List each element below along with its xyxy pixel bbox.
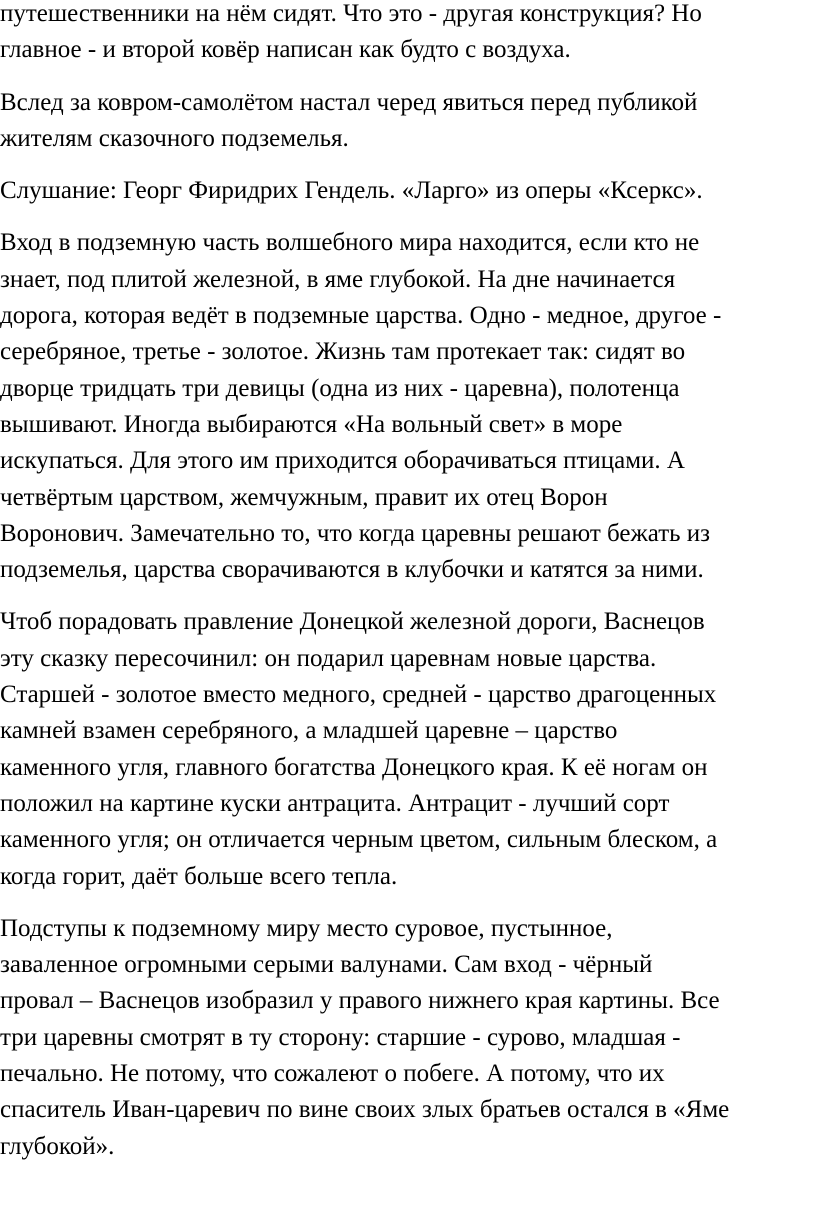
text-line: три царевны смотрят в ту сторону: старшие - сурово, младшая - <box>0 1023 681 1051</box>
text-line: путешественники на нём сидят. Что это - другая конструкция? Но <box>0 0 702 27</box>
text-line: Вслед за ковром-самолётом настал черед явиться перед публикой <box>0 88 698 116</box>
text-line: эту сказку пересочинил: он подарил царевнам новые царства. <box>0 644 657 672</box>
text-line: искупаться. Для этого им приходится оборачиваться птицами. А <box>0 447 685 475</box>
paragraph-4 <box>0 225 816 588</box>
text-line: Чтоб порадовать правление Донецкой железной дороги, Васнецов <box>0 608 705 636</box>
text-line: Воронович. Замечательно то, что когда царевны решают бежать из <box>0 519 711 547</box>
text-line: Подступы к подземному миру место суровое, пустынное, <box>0 914 613 942</box>
text-line: каменного угля, главного богатства Донецкого края. К её ногам он <box>0 753 708 781</box>
text-line: каменного угля; он отличается черным цветом, сильным блеском, а <box>0 826 718 854</box>
paragraph-1 <box>0 0 816 69</box>
text-line: главное - и второй ковёр написан как будто с воздуха. <box>0 36 571 64</box>
paragraph-2 <box>0 85 816 158</box>
text-line: когда горит, даёт больше всего тепла. <box>0 862 398 890</box>
text-line: подземелья, царства сворачиваются в клубочки и катятся за ними. <box>0 556 704 584</box>
text-line: Слушание: Георг Фиридрих Гендель. «Ларго» из оперы «Ксеркс». <box>0 177 703 205</box>
paragraph-6 <box>0 911 816 1165</box>
text-line: Вход в подземную часть волшебного мира находится, если кто не <box>0 229 700 257</box>
text-line: положил на картине куски антрацита. Антрацит - лучший сорт <box>0 789 670 817</box>
text-line: серебряное, третье - золотое. Жизнь там протекает так: сидят во <box>0 338 686 366</box>
text-line: Старшей - золотое вместо медного, средней - царство драгоценных <box>0 681 717 709</box>
text-line: заваленное огромными серыми валунами. Сам вход - чёрный <box>0 951 653 979</box>
text-line: провал – Васнецов изобразил у правого нижнего края картины. Все <box>0 987 720 1015</box>
text-line: дворце тридцать три девицы (одна из них - царевна), полотенца <box>0 374 680 402</box>
text-line: жителям сказочного подземелья. <box>0 124 349 152</box>
text-line: печально. Не потому, что сожалеют о побеге. А потому, что их <box>0 1060 665 1088</box>
text-line: камней взамен серебряного, а младшей царевне – царство <box>0 717 618 745</box>
text-line: глубокой». <box>0 1132 115 1160</box>
text-line: дорога, которая ведёт в подземные царства. Одно - медное, другое - <box>0 302 722 330</box>
text-line: спаситель Иван-царевич по вине своих злых братьев остался в «Яме <box>0 1096 730 1124</box>
paragraph-3 <box>0 173 816 209</box>
text-line: четвёртым царством, жемчужным, правит их отец Ворон <box>0 483 608 511</box>
text-line: знает, под плитой железной, в яме глубокой. На дне начинается <box>0 265 676 293</box>
text-line: вышивают. Иногда выбираются «На вольный свет» в море <box>0 410 623 438</box>
paragraph-5 <box>0 604 816 894</box>
